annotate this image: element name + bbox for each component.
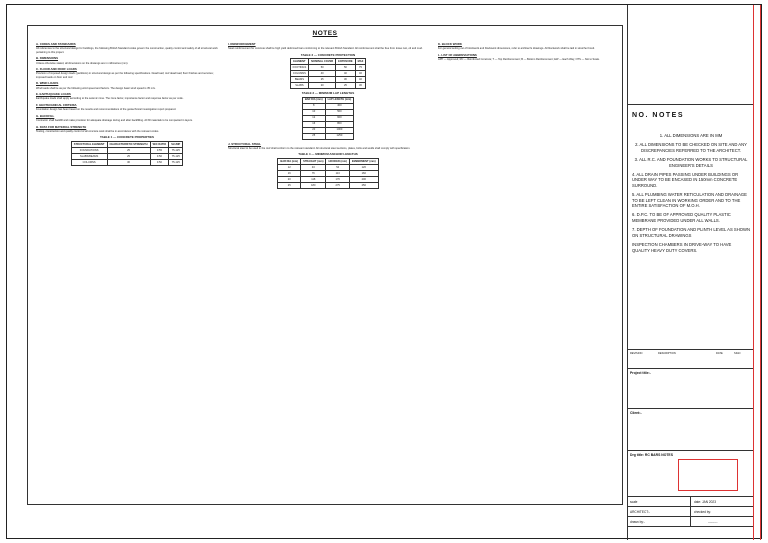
title-block-notes-heading: NO. NOTES <box>632 112 685 119</box>
project-title-label: Project title:- <box>630 371 651 375</box>
section-text: Structural steel to be used in the roof shall conform to the relevant standard. All structural steel sections, plates, bolts and welds shall comply with specification. <box>228 147 411 151</box>
notes-area <box>27 25 623 505</box>
table-cell: 160 <box>349 170 378 176</box>
title-block-note: 1. ALL DIMENSIONS ARE IN MM <box>659 133 723 138</box>
table-header-cell: EXPOSURE <box>336 59 355 65</box>
section-heading: G. BACKFILL <box>36 113 55 118</box>
table-cell: 120 <box>349 164 378 170</box>
table-header-cell: STRUCTURAL ELEMENT <box>71 141 107 147</box>
table-cell: 16 <box>302 121 325 127</box>
table-cell: 8 <box>302 103 325 109</box>
table-header-cell: SLUMP <box>169 141 183 147</box>
description-header: DESCRIPTION <box>658 352 676 355</box>
table-header-cell: ELEMENT <box>290 59 309 65</box>
scale-label: scale <box>630 500 638 504</box>
section-heading: D. WIND LOADS <box>36 81 59 86</box>
section-text: All references to the structural design for buildings, the following British Standard codes govern the construction, quality control and safety of all structural work pertaining to this project. <box>36 47 218 54</box>
section-text: APP — Approved; RC — Reinforced Concrete; T — Top Reinforcement; B — Bottom Reinforcement; EW — Each Way; NTS — Not to Scale. <box>438 58 600 62</box>
table-cell: FOUNDATIONS <box>71 147 107 153</box>
table-cell: 75 <box>355 65 366 71</box>
table-header-cell: BAR DIA (mm) <box>278 158 301 164</box>
drawing-title-field <box>628 451 753 497</box>
table-cell: 25 <box>107 147 150 153</box>
table-cell: 25 <box>336 83 355 89</box>
table-cell: 12 <box>278 164 301 170</box>
table-cell: 176 <box>326 176 349 182</box>
section-heading: H. DATA FOR MATERIAL STRENGTH <box>36 124 87 129</box>
notes-table <box>71 136 184 165</box>
table-header-cell: W/C RATIO <box>150 141 169 147</box>
table-cell: 500 <box>325 109 354 115</box>
table-cell: 10 <box>302 109 325 115</box>
table-cell: 1250 <box>325 133 354 139</box>
table-cell: SLABS/BEAMS <box>71 153 107 159</box>
table-cell: 30 <box>107 159 150 165</box>
border-line <box>760 5 761 540</box>
section-text: For general setting out of blockwork and blockwork dimensions, refer to architect's drawings. All blockwork shall be laid in stretcher bond. <box>438 47 595 51</box>
drawn-by-dashes: --------- <box>708 520 718 524</box>
architect-checked-row <box>628 507 753 517</box>
table-cell: 118 <box>301 176 326 182</box>
table-cell: 20 <box>302 127 325 133</box>
table-cell: 75-125 <box>169 153 183 159</box>
table-cell: 30 <box>355 83 366 89</box>
border-line <box>753 5 754 540</box>
project-title-field <box>628 369 753 409</box>
table-cell: 0.50 <box>150 153 169 159</box>
table-header-cell: EMBEDMENT (mm) <box>349 158 378 164</box>
section-heading: F. GEOTECHNICAL CRITERIA <box>36 102 77 107</box>
section-heading: B. DIMENSIONS <box>36 56 59 61</box>
drawing-title-label: Drg title: RC BARS NOTES <box>630 453 673 457</box>
section-heading: I. REINFORCEMENT <box>228 42 256 46</box>
revision-table <box>628 349 753 369</box>
table-header-cell: BAR DIA (mm) <box>302 97 325 103</box>
title-block-note: INSPECTION CHAMBERS IN DRIVE-WAY TO HAVE QUALITY HEAVY DUTY COVERS. <box>632 242 732 253</box>
table-cell: 16 <box>278 170 301 176</box>
title-block-note: 3. ALL R.C. AND FOUNDATION WORKS TO STRUCTURAL ENGINEER'S DETAILS <box>634 157 748 168</box>
sign-header: SIGN <box>734 352 741 355</box>
drawing-sheet <box>6 4 762 539</box>
table-header-cell: LAP LENGTH (mm) <box>325 97 354 103</box>
table-cell: 50 <box>309 65 336 71</box>
table-cell: 54 <box>326 164 349 170</box>
table-cell: 113 <box>326 170 349 176</box>
section-heading: A. CODES AND STANDARDS <box>36 42 76 46</box>
section-heading: E. EARTHQUAKE LOADS <box>36 92 71 97</box>
table-cell: 200 <box>349 176 378 182</box>
table-cell: 600 <box>325 115 354 121</box>
notes-table <box>290 54 367 89</box>
table-header-cell: STRAIGHT (mm) <box>301 158 326 164</box>
table-row <box>302 133 353 139</box>
table-cell: 30 <box>336 77 355 83</box>
table-cell: 75-125 <box>169 147 183 153</box>
date-label: date: JAN 2023 <box>694 500 716 504</box>
table-cell: 40 <box>355 77 366 83</box>
table-cell: COLUMNS <box>71 159 107 165</box>
revision-header: REVISION <box>630 352 643 355</box>
section-text: Steel reinforcement for concrete shall be high yield deformed bars conforming to the relevant British Standard. All reinforcement shall be free from loose rust, oil and mud. <box>228 47 423 51</box>
table-cell: 250 <box>349 182 378 188</box>
table-cell: 25 <box>309 77 336 83</box>
table-cell: 1000 <box>325 127 354 133</box>
section-text: Contractor shall backfill and make provision for adequate drainage during and after backfilling. All fill materials to be compacted in layers. <box>36 119 193 123</box>
notes-table <box>277 153 378 188</box>
title-block-notes <box>632 133 750 257</box>
section-text: Testing, construction and quality control of all concrete work shall be in accordance with the relevant codes. <box>36 129 159 133</box>
client-label: Client:- <box>630 411 642 415</box>
title-block-note: 4. ALL DRAIN PIPES PASSING UNDER BUILDINGS OR UNDER WAY TO BE ENCASED IN 150mm CONCRETE SURROUND. <box>632 172 739 188</box>
notes-column-3 <box>438 40 618 62</box>
table-cell: COLUMNS <box>290 71 309 77</box>
table-cell: 25 <box>107 153 150 159</box>
section-text: Provision of imposed design loads (partitions) in structural design as per the following specifications. Dead load; roof dead load; floor finishes and services; imposed loads on floor and roof. <box>36 72 214 79</box>
date-header: DATE <box>716 352 723 355</box>
drawn-by-row <box>628 517 753 527</box>
title-block-note: 7. DEPTH OF FOUNDATION AND PLINTH LEVEL AS SHOWN ON STRUCTURAL DRAWINGS <box>632 227 750 238</box>
table-cell: 40 <box>355 71 366 77</box>
section-text: Wind loads shall be as per the following wind speed and factors. The design basic wind speed is 35 m/s. <box>36 86 156 90</box>
table-cell: 0.55 <box>150 147 169 153</box>
section-text: Earthquake loads shall apply according to the seismic zone. The zone factor, importance factor and response factor as per code. <box>36 97 184 101</box>
table-cell: 20 <box>309 83 336 89</box>
drawn-by-label: drawn by:- <box>630 520 645 524</box>
approval-stamp-box <box>678 459 738 491</box>
title-block-note: 5. ALL PLUMBING WATER RETICULATION AND DRAINAGE TO BE LEFT CLEAN IN WORKING ORDER AND TO THE ENTIRE SATISFACTION OF M.O.H. <box>632 192 747 209</box>
section-heading: C. FLOOR AND ROOF LOADS <box>36 67 77 72</box>
table-cell: 0.50 <box>150 159 169 165</box>
table-cell: 75-125 <box>169 159 183 165</box>
section-heading: K. BLOCK WORK <box>438 42 462 46</box>
table-caption: TABLE 1 — CONCRETE PROPERTIES <box>100 135 154 140</box>
table-cell: 275 <box>326 182 349 188</box>
table-cell: 50 <box>336 65 355 71</box>
table-cell: BEAMS <box>290 77 309 83</box>
table-header-cell: CHARACTERISTIC STRENGTH <box>107 141 150 147</box>
table-cell: 25 <box>302 133 325 139</box>
table-cell: 180 <box>301 182 326 188</box>
table-row <box>278 182 378 188</box>
table-header-cell: MAX <box>355 59 366 65</box>
scale-date-row <box>628 497 753 507</box>
title-block <box>627 5 763 540</box>
section-heading: L. LIST OF ABBREVIATIONS <box>438 52 477 57</box>
table-cell: 40 <box>309 71 336 77</box>
table-cell: 76 <box>301 170 326 176</box>
table-cell: FOOTINGS <box>290 65 309 71</box>
table-caption: TABLE 2 — CONCRETE PROTECTION <box>300 52 356 57</box>
table-cell: 800 <box>325 121 354 127</box>
architect-label: ARCHITECT:- <box>630 510 650 514</box>
table-row <box>71 159 183 165</box>
table-caption: TABLE 3 — MINIMUM LAP LENGTHS <box>301 91 355 96</box>
table-cell: 25 <box>278 182 301 188</box>
table-cell: 400 <box>325 103 354 109</box>
title-block-header-box <box>628 5 753 105</box>
notes-table <box>302 92 354 139</box>
notes-column-1 <box>36 40 218 169</box>
table-cell: 40 <box>336 71 355 77</box>
notes-column-2 <box>228 40 428 192</box>
client-field <box>628 409 753 451</box>
section-heading: J. STRUCTURAL STEEL <box>228 141 262 146</box>
notes-title: NOTES <box>312 30 338 37</box>
section-text: Unless otherwise stated, all dimensions on the drawings are in millimetres (mm). <box>36 61 129 65</box>
title-block-note: 2. ALL DIMENSIONS TO BE CHECKED ON SITE AND ANY DISCREPANCIES REFERRED TO THE ARCHITECT. <box>635 142 747 153</box>
table-header-cell: HOOKED (mm) <box>326 158 349 164</box>
title-block-note: 6. D.P.C. TO BE OF APPROVED QUALITY PLASTIC MEMBRANE PROVIDED UNDER ALL WALLS. <box>632 212 731 223</box>
table-row <box>290 83 366 89</box>
table-cell: 20 <box>278 176 301 182</box>
table-cell: SLABS <box>290 83 309 89</box>
table-caption: TABLE 4 — MINIMUM ANCHOR LENGTHS <box>298 152 358 157</box>
section-text: Foundation design has been based on the results and recommendations of the geotechnical investigation report prepared. <box>36 108 177 112</box>
checked-by-label: checked by: <box>694 510 712 514</box>
table-cell: 43 <box>301 164 326 170</box>
table-header-cell: NOMINAL COVER <box>309 59 336 65</box>
table-cell: 12 <box>302 115 325 121</box>
